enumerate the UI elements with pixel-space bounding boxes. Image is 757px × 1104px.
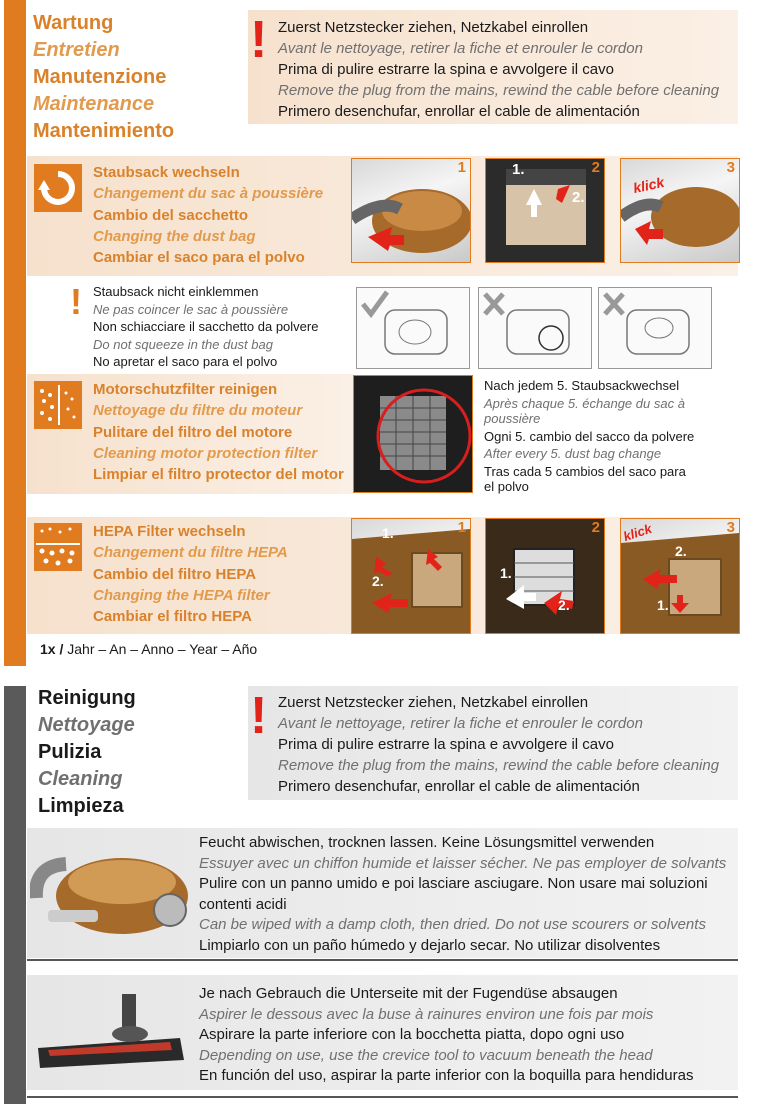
head-it: Aspirare la parte inferiore con la bocchetta piatta, dopo ogni uso [199, 1026, 625, 1043]
caution-it: Non schiacciare il sacchetto da polvere [93, 319, 319, 334]
step-number: 2 [591, 519, 600, 536]
dust-bag-es: Cambiar el saco para el polvo [93, 249, 305, 267]
interval-fr-cont: poussière [484, 411, 541, 426]
caution-en: Do not squeeze in the dust bag [93, 336, 273, 352]
warning-de: Zuerst Netzstecker ziehen, Netzkabel einrollen [278, 19, 589, 36]
step-arrow-label-1: 1. [512, 161, 525, 178]
cleaning-sidebar-bar [4, 686, 26, 1104]
body-fr: Essuyer avec un chiffon humide et laisser sécher. Ne pas employer de solvants [199, 854, 727, 872]
cleaning-warning-text [278, 692, 719, 797]
body-it-cont: contenti acidi [199, 895, 287, 913]
replace-cycle-icon [34, 164, 82, 212]
interval-es-cont: el polvo [484, 479, 529, 494]
cleaning-title-fr: Nettoyage [38, 714, 135, 736]
maintenance-warning-text [278, 17, 719, 122]
dust-bag-step-3-photo [620, 158, 740, 263]
interval-es: Tras cada 5 cambios del saco para [484, 463, 686, 479]
hepa-step-2-photo [485, 518, 605, 634]
step-arrow-label-2: 2. [572, 189, 585, 206]
floor-head-text [199, 984, 739, 1087]
hepa-en: Changing the HEPA filter [93, 586, 270, 604]
dust-bag-de: Staubsack wechseln [93, 164, 240, 181]
title-de: Wartung [33, 12, 114, 34]
title-it: Manutenzione [33, 66, 167, 88]
wrong-insertion-sketch-2 [598, 287, 712, 369]
motor-filter-fr: Nettoyage du filtre du moteur [93, 402, 303, 420]
motor-filter-photo [353, 375, 473, 493]
warning-exclamation-icon: ! [250, 11, 268, 69]
wrong-insertion-sketch-1 [478, 287, 592, 369]
klick-label: klick [631, 173, 666, 197]
hepa-step-1-photo [351, 518, 471, 634]
dust-bag-it: Cambio del sacchetto [93, 206, 249, 224]
hepa-arrow-label-1: 1. [657, 597, 669, 613]
dust-bag-step-1-photo [351, 158, 471, 263]
interval-fr: Après chaque 5. échange du sac à [484, 395, 685, 411]
caution-es: No apretar el saco para el polvo [93, 354, 278, 369]
cleaning-title-block [38, 685, 136, 820]
warning-en: Remove the plug from the mains, rewind the cable before cleaning [278, 82, 720, 99]
step-number: 3 [726, 159, 735, 176]
frequency-count: 1x / [40, 641, 64, 657]
step-number: 2 [591, 159, 600, 176]
warning-it: Prima di pulire estrarre la spina e avvolgere il cavo [278, 61, 614, 78]
warning-es: Primero desenchufar, enrollar el cable de alimentación [278, 778, 640, 795]
body-de: Feucht abwischen, trocknen lassen. Keine Lösungsmittel verwenden [199, 834, 655, 851]
divider [27, 1096, 738, 1098]
title-fr: Entretien [33, 39, 120, 61]
interval-de: Nach jedem 5. Staubsackwechsel [484, 378, 680, 393]
floor-head-image [30, 990, 190, 1080]
cleaning-title-de: Reinigung [38, 687, 136, 709]
motor-filter-title [93, 379, 344, 485]
hepa-arrow-label-1: 1. [382, 525, 394, 541]
maintenance-sidebar-bar [4, 0, 26, 666]
title-en: Maintenance [33, 93, 155, 115]
motor-filter-es: Limpiar el filtro protector del motor [93, 466, 344, 484]
dust-bag-step-2-photo [485, 158, 605, 263]
caution-exclamation-icon: ! [70, 281, 82, 322]
step-number: 1 [457, 519, 466, 536]
hepa-arrow-label-2: 2. [372, 573, 384, 589]
klick-label: klick [621, 520, 654, 545]
head-fr: Aspirer le dessous avec la buse à rainures environ une fois par mois [199, 1005, 654, 1023]
motor-filter-it: Pulitare del filtro del motore [93, 423, 293, 441]
dust-bag-caution-text [93, 283, 318, 371]
body-es: Limpiarlo con un paño húmedo y dejarlo secar. No utilizar disolventes [199, 936, 661, 954]
hepa-es: Cambiar el filtro HEPA [93, 608, 252, 626]
warning-de: Zuerst Netzstecker ziehen, Netzkabel einrollen [278, 694, 589, 711]
warning-fr: Avant le nettoyage, retirer la fiche et enrouler le cordon [278, 40, 643, 57]
cleaning-title-es: Limpieza [38, 795, 124, 817]
head-es: En función del uso, aspirar la parte inferior con la boquilla para hendiduras [199, 1067, 694, 1084]
hepa-fr: Changement du filtre HEPA [93, 544, 288, 562]
step-number: 3 [726, 519, 735, 536]
body-en: Can be wiped with a damp cloth, then dried. Do not use scourers or solvents [199, 916, 706, 933]
head-en: Depending on use, use the crevice tool to vacuum beneath the head [199, 1046, 653, 1064]
dust-bag-title [93, 162, 323, 268]
warning-es: Primero desenchufar, enrollar el cable de alimentación [278, 103, 640, 120]
cleaning-title-en: Cleaning [38, 768, 123, 790]
warning-exclamation-icon: ! [250, 687, 268, 745]
warning-en: Remove the plug from the mains, rewind the cable before cleaning [278, 757, 720, 774]
motor-filter-dots-icon [34, 381, 82, 429]
head-de: Je nach Gebrauch die Unterseite mit der Fugendüse absaugen [199, 985, 618, 1002]
hepa-step-3-photo [620, 518, 740, 634]
hepa-it: Cambio del filtro HEPA [93, 565, 257, 583]
hepa-arrow-label-2: 2. [558, 597, 570, 613]
maintenance-title-block [33, 10, 174, 145]
caution-de: Staubsack nicht einklemmen [93, 284, 259, 299]
hepa-frequency [40, 641, 257, 657]
hepa-filter-dots-icon [34, 523, 82, 571]
vacuum-cleaner-image [30, 836, 190, 946]
correct-insertion-sketch [356, 287, 470, 369]
interval-it: Ogni 5. cambio del sacco da polvere [484, 428, 695, 444]
title-es: Mantenimiento [33, 120, 175, 142]
warning-it: Prima di pulire estrarre la spina e avvolgere il cavo [278, 736, 614, 753]
warning-fr: Avant le nettoyage, retirer la fiche et enrouler le cordon [278, 715, 643, 732]
hepa-title [93, 521, 288, 627]
hepa-arrow-label-2: 2. [675, 543, 687, 559]
body-it: Pulire con un panno umido e poi lasciare asciugare. Non usare mai soluzioni [199, 875, 708, 892]
dust-bag-fr: Changement du sac à poussière [93, 185, 324, 203]
hepa-arrow-label-1: 1. [500, 565, 512, 581]
caution-fr: Ne pas coincer le sac à poussière [93, 301, 289, 317]
hepa-de: HEPA Filter wechseln [93, 523, 246, 540]
interval-en: After every 5. dust bag change [484, 446, 662, 461]
motor-filter-de: Motorschutzfilter reinigen [93, 381, 278, 398]
cleaning-body-text [199, 833, 739, 956]
cleaning-title-it: Pulizia [38, 741, 102, 763]
motor-filter-interval-text [484, 377, 694, 496]
step-number: 1 [457, 159, 466, 176]
divider [27, 959, 738, 961]
frequency-period: Jahr – An – Anno – Year – Año [63, 641, 258, 657]
dust-bag-en: Changing the dust bag [93, 227, 256, 245]
motor-filter-en: Cleaning motor protection filter [93, 444, 318, 462]
